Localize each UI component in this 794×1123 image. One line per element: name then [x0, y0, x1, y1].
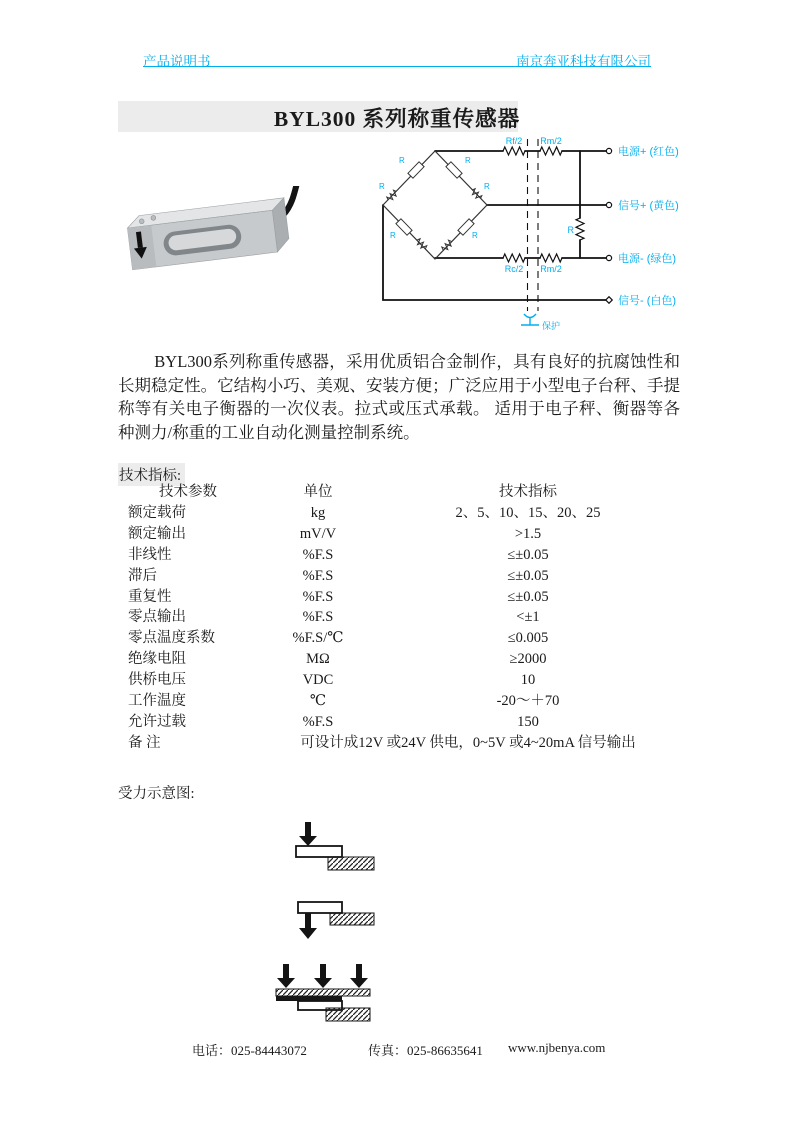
- header-rule: [143, 66, 651, 67]
- table-row: [118, 566, 678, 587]
- unit-cell: %F.S: [302, 546, 334, 563]
- spec-table-body: [118, 503, 678, 733]
- spec-cell: ≤±0.05: [507, 588, 549, 605]
- spec-table: [118, 482, 678, 754]
- spec-cell: <±1: [516, 609, 540, 626]
- cable-boundary-dashed-lines: [528, 139, 539, 311]
- down-arrow-icon: [277, 964, 368, 988]
- spec-cell: 2、5、10、15、20、25: [455, 504, 601, 521]
- terminal-label-power-minus: 电源- (绿色): [618, 253, 677, 265]
- header-company-name: 南京奔亚科技有限公司: [516, 54, 651, 69]
- unit-cell: MΩ: [306, 651, 330, 668]
- fixed-support-hatch: [330, 913, 374, 925]
- spec-cell: >1.5: [514, 525, 542, 542]
- beam: [296, 846, 342, 857]
- param-cell: 非线性: [128, 546, 172, 563]
- terminal-label-signal-minus: 信号- (白色): [618, 295, 677, 307]
- beam: [298, 902, 342, 913]
- param-cell: 重复性: [128, 588, 172, 605]
- footer-website: www.njbenya.com: [508, 1040, 606, 1055]
- fixed-support-hatch: [326, 1008, 370, 1021]
- table-row: [118, 628, 678, 649]
- specs-section-heading: 技术指标:: [118, 463, 185, 486]
- spec-cell: 10: [520, 672, 536, 689]
- screw-icon: [151, 215, 156, 220]
- unit-cell: mV/V: [299, 525, 337, 542]
- note-label: 备 注: [128, 734, 161, 751]
- svg-text:R: R: [399, 156, 405, 165]
- force-diagram-platform: [268, 960, 388, 1026]
- param-cell: 允许过载: [128, 713, 186, 730]
- force-section-heading: 受力示意图:: [118, 786, 195, 802]
- bridge-arm-labels: [379, 156, 490, 240]
- svg-text:R: R: [472, 231, 478, 240]
- force-diagram-tension: [278, 896, 396, 948]
- table-row: [118, 712, 678, 733]
- svg-text:R: R: [390, 231, 396, 240]
- terminal-label-signal-plus: 信号+ (黄色): [618, 200, 679, 212]
- table-row: [118, 649, 678, 670]
- table-row: [118, 607, 678, 628]
- note-row: [118, 733, 678, 754]
- table-row: [118, 524, 678, 545]
- page-title: BYL300 系列称重传感器: [273, 107, 521, 131]
- terminal-label-power-plus: 电源+ (红色): [618, 146, 679, 158]
- resistor-label: Rc/2: [504, 264, 524, 274]
- param-cell: 工作温度: [128, 693, 186, 710]
- terminal-markers: [606, 148, 613, 303]
- table-row: [118, 670, 678, 691]
- unit-cell: %F.S: [302, 567, 334, 584]
- unit-cell: VDC: [302, 672, 334, 689]
- spec-cell: ≤±0.05: [507, 567, 549, 584]
- unit-cell: %F.S: [302, 588, 334, 605]
- table-row: [118, 503, 678, 524]
- table-row: [118, 691, 678, 712]
- unit-cell: %F.S: [302, 609, 334, 626]
- param-cell: 零点输出: [128, 609, 186, 626]
- down-arrow-icon: [299, 822, 317, 846]
- shunt-resistor-label: R: [567, 225, 574, 235]
- spec-cell: ≥2000: [509, 651, 547, 668]
- footer-fax: 传真：025-86635641: [368, 1043, 483, 1058]
- param-cell: 额定载荷: [128, 504, 186, 521]
- force-diagram-compression: [278, 818, 396, 876]
- svg-text:R: R: [484, 182, 490, 191]
- spec-cell: -20～＋70: [496, 693, 560, 710]
- shield-label: 保护: [542, 321, 561, 331]
- load-cell-photo: [113, 186, 309, 286]
- param-cell: 滞后: [128, 567, 157, 584]
- param-cell: 供桥电压: [128, 672, 186, 689]
- strain-gauges: [396, 162, 474, 235]
- unit-cell: %F.S/℃: [292, 630, 344, 647]
- col-header-unit: 单位: [303, 484, 333, 500]
- fixed-support-hatch: [328, 857, 374, 870]
- svg-text:R: R: [379, 182, 385, 191]
- unit-cell: %F.S: [302, 713, 334, 730]
- spec-cell: ≤0.005: [507, 630, 549, 647]
- unit-cell: ℃: [309, 693, 327, 710]
- spec-table-header-row: [118, 482, 678, 503]
- footer-phone: 电话：025-84443072: [192, 1043, 307, 1058]
- resistor-label: Rm/2: [540, 136, 562, 146]
- ground-icon: [521, 314, 539, 325]
- col-header-spec: 技术指标: [499, 484, 557, 500]
- table-row: [118, 587, 678, 608]
- param-cell: 零点温度系数: [128, 630, 215, 647]
- table-row: [118, 545, 678, 566]
- spec-cell: 150: [517, 713, 539, 730]
- resistor-label: Rf/2: [505, 136, 523, 146]
- intro-paragraph: BYL300系列称重传感器，采用优质铝合金制作，具有良好的抗腐蚀性和长期稳定性。它结构小巧、美观、安装方便；广泛应用于小型电子台秤、手提称等有关电子衡器的一次仪表。拉式或压式承载。 适用于电子秤、衡器等各种测力/称重的工业自动化测量控制系统。: [118, 352, 680, 442]
- screw-icon: [139, 219, 144, 224]
- bridge-diamond: [383, 151, 487, 259]
- note-value: 可设计成12V 或24V 供电，0~5V 或4~20mA 信号输出: [300, 734, 636, 751]
- bridge-circuit-diagram: [378, 135, 794, 337]
- param-cell: 额定输出: [128, 525, 186, 542]
- down-arrow-icon: [299, 913, 317, 939]
- param-cell: 绝缘电阻: [128, 651, 186, 668]
- unit-cell: kg: [310, 504, 326, 521]
- platform-hatch: [276, 989, 370, 996]
- resistor-label: Rm/2: [540, 264, 562, 274]
- svg-text:R: R: [465, 156, 471, 165]
- header-doc-type: 产品说明书: [143, 54, 211, 69]
- spec-cell: ≤±0.05: [507, 546, 549, 563]
- col-header-parameter: 技术参数: [159, 484, 217, 500]
